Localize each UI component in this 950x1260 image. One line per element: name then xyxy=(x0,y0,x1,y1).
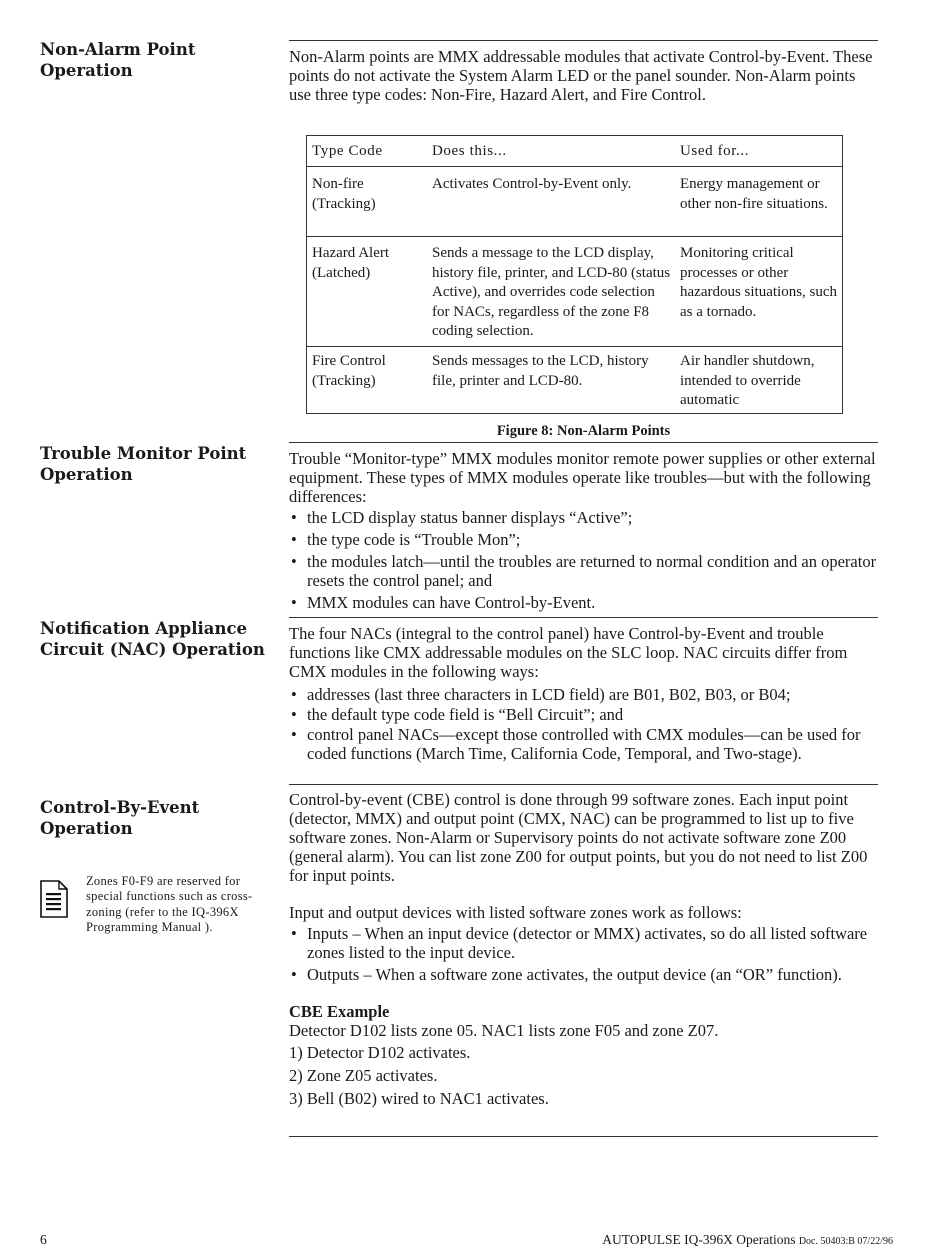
section-title-trouble-monitor: Trouble Monitor Point Operation xyxy=(40,444,247,484)
section-divider xyxy=(289,1136,878,1137)
list-item: • Inputs – When an input device (detector or MMX) activates, so do all listed software zones listed to the input device. xyxy=(289,924,878,962)
table-cell: Sends a message to the LCD display, history file, printer, and LCD-80 (status Active), and overrides code selection for NACs, regardless of the zone F8 coding selection. xyxy=(432,245,671,339)
table-cell: Fire Control (Tracking) xyxy=(312,353,386,389)
table-cell: Air handler shutdown, intended to override automatic xyxy=(680,353,815,408)
page-number: 6 xyxy=(40,1232,47,1247)
side-note: Zones F0-F9 are reserved for special functions such as cross-zoning (refer to the IQ-396X Programming Manual ). xyxy=(86,874,253,934)
footer-title xyxy=(602,1232,893,1248)
section-title-non-alarm: Non-Alarm Point Operation xyxy=(40,40,196,80)
list-item: • the type code is “Trouble Mon”; xyxy=(289,530,878,549)
table-cell: Hazard Alert (Latched) xyxy=(312,245,390,281)
section-divider xyxy=(289,40,878,41)
table-header-cell: Does this... xyxy=(432,143,507,159)
cbe-para2: Input and output devices with listed software zones work as follows: xyxy=(289,903,742,922)
list-item: • the modules latch—until the troubles are returned to normal condition and an operator resets the control panel; and xyxy=(289,552,878,590)
figure-caption: Figure 8: Non-Alarm Points xyxy=(496,423,671,439)
table-header-cell: Used for... xyxy=(680,143,750,159)
nac-body xyxy=(289,624,878,766)
cbe-example-title: CBE Example xyxy=(289,1002,390,1021)
footer-doc-title: AUTOPULSE IQ-396X Operations xyxy=(602,1232,796,1247)
list-item: • the LCD display status banner displays “Active”; xyxy=(289,508,878,527)
table-header-cell: Type Code xyxy=(312,143,383,159)
cbe-intro: Control-by-event (CBE) control is done through 99 software zones. Each input point (detector, MMX) and output point (CMX, NAC) can be programmed to list up to five software zones. Non-Alarm or Supervisory points do not activate software zone Z00 (general alarm). You can list zone Z00 for output points, but you do not need to list Z00 for input points. xyxy=(289,790,868,885)
table-row xyxy=(307,236,842,347)
table-row xyxy=(307,166,842,237)
trouble-bullet-list xyxy=(289,508,878,612)
table-header-row xyxy=(307,142,842,166)
table-cell: Monitoring critical processes or other hazardous situations, such as a tornado. xyxy=(680,245,838,320)
section-title-nac: Notification Appliance Circuit (NAC) Operation xyxy=(40,619,265,659)
section-divider xyxy=(289,784,878,785)
cbe-body xyxy=(289,790,878,1108)
table-cell: Sends messages to the LCD, history file, printer and LCD-80. xyxy=(432,353,649,389)
table-cell: Non-fire (Tracking) xyxy=(312,176,376,212)
table-cell: Energy management or other non-fire situations. xyxy=(680,176,828,212)
cbe-step: 3) Bell (B02) wired to NAC1 activates. xyxy=(289,1089,549,1108)
list-item: • Outputs – When a software zone activates, the output device (an “OR” function). xyxy=(289,965,878,984)
cbe-bullet-list xyxy=(289,924,878,984)
list-item: • MMX modules can have Control-by-Event. xyxy=(289,593,878,612)
trouble-monitor-body xyxy=(289,449,878,615)
cbe-example-text: Detector D102 lists zone 05. NAC1 lists zone F05 and zone Z07. xyxy=(289,1021,719,1040)
nac-bullet-list xyxy=(289,685,878,763)
cbe-step: 1) Detector D102 activates. xyxy=(289,1043,471,1062)
section-divider xyxy=(289,617,878,618)
trouble-intro: Trouble “Monitor-type” MMX modules monitor remote power supplies or other external equipment. These types of MMX modules operate like troubles—but with the following differences: xyxy=(289,449,876,506)
note-icon xyxy=(40,880,68,918)
non-alarm-intro: Non-Alarm points are MMX addressable modules that activate Control-by-Event. These points do not activate the System Alarm LED or the panel sounder. Non-Alarm points use three type codes: Non-Fire, Hazard Alert, and Fire Control. xyxy=(289,47,873,104)
list-item: • control panel NACs—except those controlled with CMX modules—can be used for coded functions (March Time, California Code, Temporal, and Two-stage). xyxy=(289,725,878,763)
list-item: • the default type code field is “Bell Circuit”; and xyxy=(289,705,878,724)
nac-intro: The four NACs (integral to the control panel) have Control-by-Event and trouble functions like CMX addressable modules on the SLC loop. NAC circuits differ from CMX modules in the following ways: xyxy=(289,624,848,681)
footer-doc-number: Doc. 50403:B 07/22/96 xyxy=(798,1236,893,1247)
table-cell: Activates Control-by-Event only. xyxy=(432,176,632,192)
non-alarm-body xyxy=(289,47,878,104)
non-alarm-table xyxy=(306,135,843,414)
table-row xyxy=(307,346,842,413)
section-title-cbe: Control-By-Event Operation xyxy=(40,798,200,838)
list-item: • addresses (last three characters in LCD field) are B01, B02, B03, or B04; xyxy=(289,685,878,704)
section-divider xyxy=(289,442,878,443)
cbe-step: 2) Zone Z05 activates. xyxy=(289,1066,438,1085)
